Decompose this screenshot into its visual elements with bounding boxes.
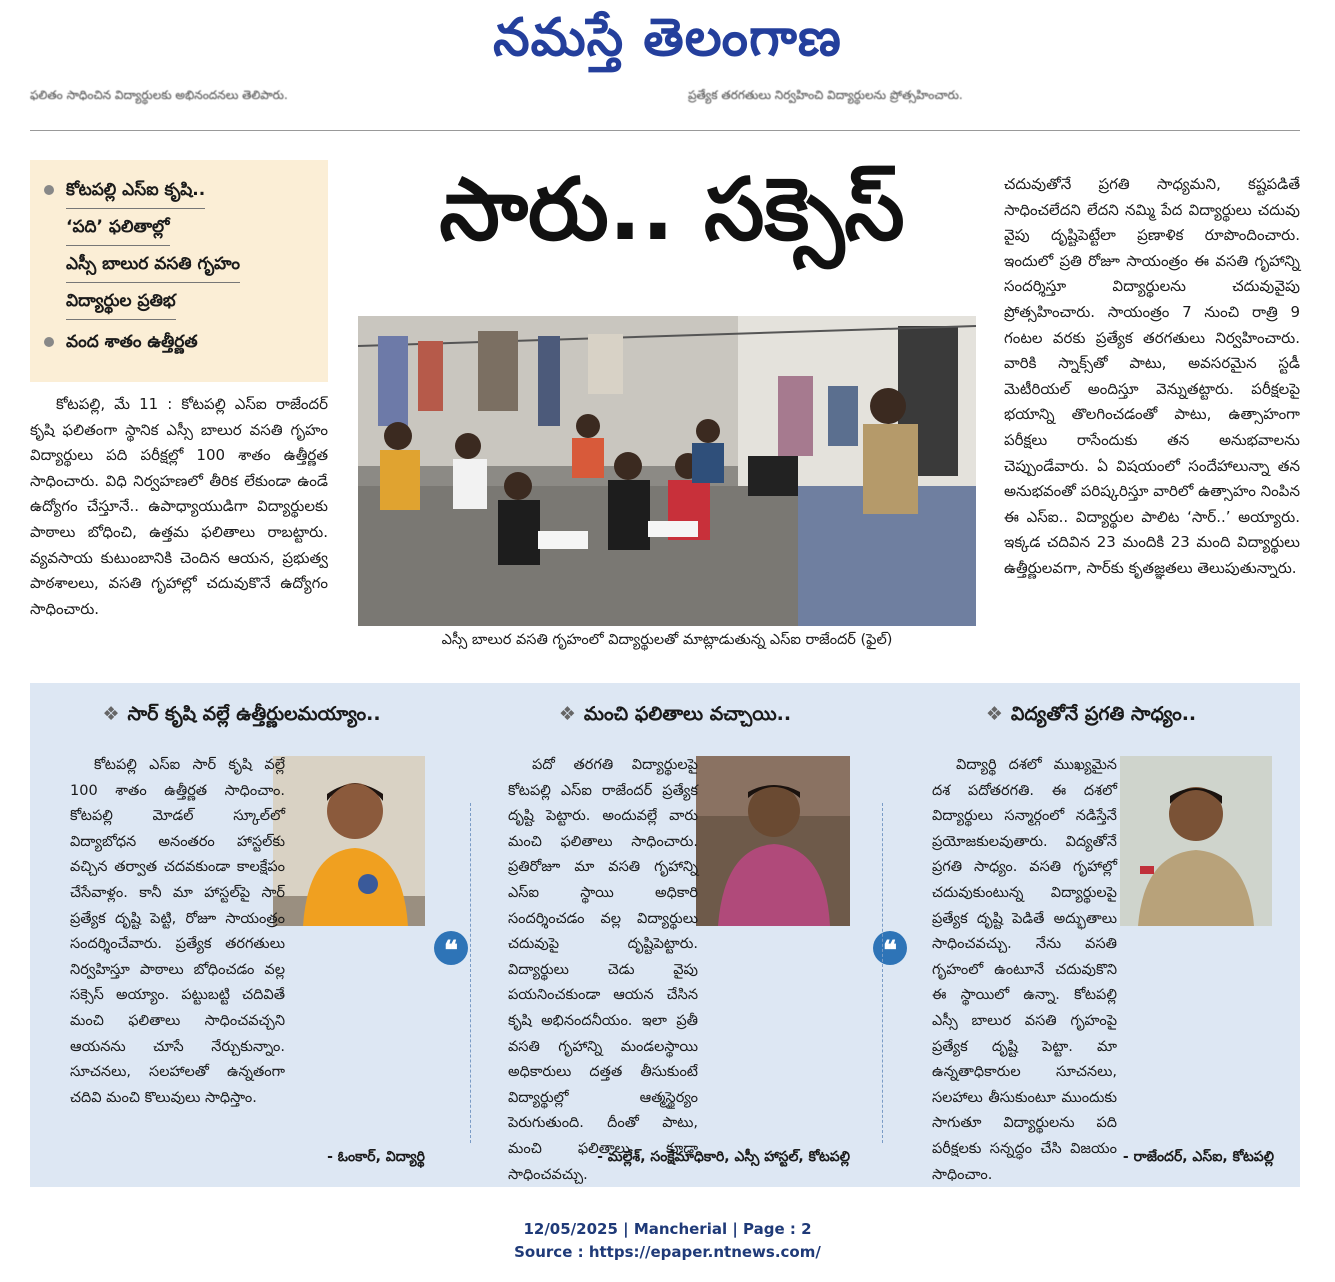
masthead-title: నమస్తే తెలంగాణ (493, 8, 842, 68)
diamond-icon: ❖ (558, 703, 576, 725)
quote-icon: ❝ (873, 931, 907, 965)
testimonial-signature: - మల్లేశ్, సంక్షేమాధికారి, ఎస్సీ హాస్టల్, కోటపల్లి (597, 1149, 850, 1165)
quote-icon: ❝ (434, 931, 468, 965)
lead-paragraph: కోటపల్లి, మే 11 : కోటపల్లి ఎస్‌ఐ రాజేందర్ కృషి ఫలితంగా స్థానిక ఎస్సీ బాలుర వసతి గృహం విద్యార్థులు పది పరీక్షల్లో 100 శాతం ఉత్తీర్ణత సాధించారు. విధి నిర్వహణలో తీరిక లేకుండా ఉండే ఉద్యోగం చేస్తూనే.. ఉపాధ్యాయుడిగా విద్యార్థులకు పాఠాలు బోధించి, ఉత్తమ ఫలితాలు రాబట్టారు. వ్యవసాయ కుటుంబానికి చెందిన ఆయన, ప్రభుత్వ పాఠశాలలు, వసతి గృహాల్లో చదువుకొనే ఉద్యోగం సాధించారు. (30, 395, 328, 618)
testimonial-warden (470, 683, 897, 1187)
cutoff-text-left: ఫలితం సాధించిన విద్యార్థులకు అభినందనలు తెలిపారు. (30, 88, 288, 102)
bullet-icon (44, 337, 54, 347)
si-photo (1120, 756, 1272, 926)
photo-caption: ఎస్సీ బాలుర వసతి గృహంలో విద్యార్థులతో మాట్లాడుతున్న ఎస్‌ఐ రాజేందర్ (ఫైల్) (441, 632, 893, 648)
main-photo (358, 316, 976, 626)
testimonial-si (882, 683, 1300, 1187)
student-photo (273, 756, 425, 926)
testimonial-student (30, 683, 458, 1187)
testimonial-body: కోటపల్లి ఎస్‌ఐ సార్ కృషి వల్లే 100 శాతం ఉత్తీర్ణత సాధించాం. కోటపల్లి మోడల్ స్కూల్‌లో విద్యాబోధన అనంతరం హాస్టల్‌కు వచ్చిన తర్వాత చదవకుండా కాలక్షేపం చేసేవాళ్లం. కానీ మా హాస్టల్‌పై సార్ ప్రత్యేక దృష్టి పెట్టి, రోజూ సాయంత్రం సందర్శించేవారు. ప్రత్యేక తరగతులు నిర్వహిస్తూ పాఠాలు బోధించడం వల్ల సక్సెస్ అయ్యాం. పట్టుబట్టి చదివితే మంచి ఫలితాలు సాధించవచ్చని ఆయనను చూసే నేర్చుకున్నాం. సూచనలు, సలహాలతో ఉన్నతంగా చదివి మంచి కొలువులు సాధిస్తాం. (70, 757, 285, 1106)
testimonials-box (30, 683, 1300, 1187)
highlight-line: విద్యార్థుల ప్రతిభ (66, 283, 176, 320)
lead-text-right (1004, 172, 1300, 582)
diamond-icon: ❖ (102, 703, 120, 725)
testimonial-body: విద్యార్థి దశలో ముఖ్యమైన దశ పదోతరగతి. ఈ దశలో విద్యార్థులు సన్మార్గంలో నడిస్తేనే ప్రయోజకులవుతారు. విద్యతోనే ప్రగతి సాధ్యం. వసతి గృహాల్లో చదువుకుంటున్న విద్యార్థులపై ప్రత్యేక దృష్టి పెడితే అద్భుతాలు సాధించవచ్చు. నేను వసతి గృహంలో ఉంటూనే చదువుకొని ఈ స్థాయిలో ఉన్నా. కోటపల్లి ఎస్సీ బాలుర వసతి గృహంపై ప్రత్యేక దృష్టి పెట్టా. మా ఉన్నతాధికారుల సూచనలు, సలహాలు తీసుకుంటూ ముందుకు సాగుతూ విద్యార్థులను పది పరీక్షలకు సన్నద్ధం చేసి విజయం సాధించాం. (932, 757, 1117, 1183)
lead-paragraph: చదువుతోనే ప్రగతి సాధ్యమని, కష్టపడితే సాధించలేదని లేదని నమ్మి పేద విద్యార్థులు చదువు వైపు దృష్టిపెట్టేలా ప్రణాళిక రూపొందించారు. ఇందులో ప్రతి రోజూ సాయంత్రం ఈ వసతి గృహాన్ని సందర్శిస్తూ విద్యార్థులను చదువువైపు ప్రోత్సహించారు. సాయంత్రం 7 నుంచి రాత్రి 9 గంటల వరకు ప్రత్యేక తరగతులు నిర్వహించారు. వారికి స్నాక్స్‌తో పాటు, అవసరమైన స్టడీ మెటీరియల్ అందిస్తూ వెన్నుతట్టారు. పరీక్షలపై భయాన్ని తొలగించడంతో పాటు, ఉత్సాహంగా పరీక్షలు రాసేందుకు తన అనుభవాలను చెప్పుండేవారు. ఏ విషయంలో సందేహాలున్నా తన అనుభవంతో పరిష్కరిస్తూ వారిలో ఉత్సాహం నింపిన ఈ ఎస్‌ఐ.. విద్యార్థుల పాలిట ‘సార్..’ అయ్యారు. ఇక్కడ చదివిన 23 మందికి 23 మంది విద్యార్థులు ఉత్తీర్ణులవగా, సార్‌కు కృతజ్ఞతలు తెలుపుతున్నారు. (1004, 175, 1300, 577)
testimonial-body: పదో తరగతి విద్యార్థులపై కోటపల్లి ఎస్‌ఐ రాజేందర్ ప్రత్యేక దృష్టి పెట్టారు. అందువల్లే వారు మంచి ఫలితాలు సాధించారు. ప్రతిరోజూ మా వసతి గృహాన్ని ఎస్‌ఐ స్థాయి అధికారి సందర్శించడం వల్ల విద్యార్థులు చదువుపై దృష్టిపెట్టారు. విద్యార్థులు చెడు వైపు పయనించకుండా ఆయన చేసిన కృషి అభినందనీయం. ఇలా ప్రతీ వసతి గృహాన్ని మండలస్థాయి అధికారులు దత్తత తీసుకుంటే విద్యార్థుల్లో ఆత్మస్థైర్యం పెరుగుతుంది. దీంతో పాటు, మంచి ఫలితాలు కూడా సాధించవచ్చు. (508, 757, 698, 1183)
top-divider (30, 130, 1300, 131)
headline: సారు.. సక్సెస్ (439, 160, 905, 260)
highlight-line: కోటపల్లి ఎస్‌ఐ కృషి.. (66, 172, 205, 209)
footer-date-edition: 12/05/2025 | Mancherial | Page : 2 (523, 1220, 812, 1238)
highlights-box (30, 160, 328, 382)
bullet-icon (44, 185, 54, 195)
footer-source: Source : https://epaper.ntnews.com/ (514, 1243, 821, 1261)
diamond-icon: ❖ (985, 703, 1003, 725)
lead-text-left (30, 392, 328, 622)
testimonial-signature: - ఓంకార్, విద్యార్థి (327, 1149, 425, 1165)
cutoff-text-right: ప్రత్యేక తరగతులు నిర్వహించి విద్యార్థులను ప్రోత్సహించారు. (688, 88, 963, 102)
highlight-line: ఎస్సీ బాలుర వసతి గృహం (66, 246, 240, 283)
testimonial-title: ❖ సార్ కృషి వల్లే ఉత్తీర్ణులమయ్యాం.. (102, 703, 381, 725)
highlight-line: ‘పది’ ఫలితాల్లో (66, 209, 170, 246)
testimonial-title: ❖ విద్యతోనే ప్రగతి సాధ్యం.. (985, 703, 1197, 725)
warden-photo (696, 756, 850, 926)
highlight-line: వంద శాతం ఉత్తీర్ణత (66, 332, 198, 352)
testimonial-title: ❖ మంచి ఫలితాలు వచ్చాయి.. (558, 703, 792, 725)
highlight-item (44, 172, 314, 320)
photo-students-with-si (358, 316, 976, 626)
highlight-item (44, 324, 314, 360)
testimonial-signature: - రాజేందర్, ఎస్‌ఐ, కోటపల్లి (1122, 1149, 1274, 1165)
